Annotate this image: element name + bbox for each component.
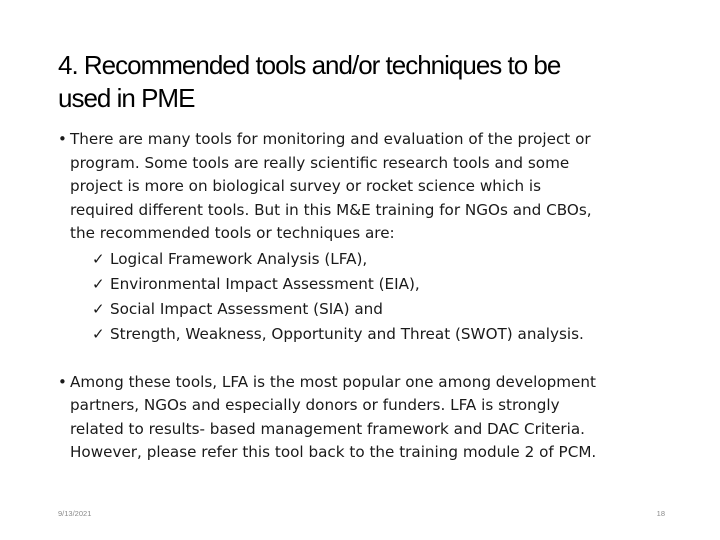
checkmark-icon: ✓ [92, 325, 105, 344]
tool-item [92, 322, 678, 347]
title-line: used in PME [58, 83, 195, 114]
bullet-paragraph-1 [58, 128, 678, 348]
checkmark-icon: ✓ [92, 300, 105, 319]
paragraph-line: project is more on biological survey or rocket science which is [70, 177, 542, 195]
tool-label: Environmental Impact Assessment (EIA), [110, 274, 420, 293]
bullet-icon: • [58, 130, 67, 148]
paragraph-line: required different tools. But in this M&E training for NGOs and CBOs, [70, 200, 592, 219]
title-line: 4. Recommended tools and/or techniques to be [58, 50, 561, 81]
paragraph-line: program. Some tools are really scientific research tools and some [70, 153, 570, 172]
checkmark-icon: ✓ [92, 249, 105, 268]
page-number: 18 [656, 509, 665, 518]
slide-title [58, 49, 678, 115]
bullet-icon: • [58, 372, 67, 391]
paragraph-line: related to results- based management framework and DAC Criteria. [70, 419, 586, 438]
tool-list [70, 247, 678, 348]
tool-label: Strength, Weakness, Opportunity and Threat (SWOT) analysis. [110, 325, 584, 344]
tool-item [92, 297, 678, 322]
spacer [58, 348, 678, 371]
paragraph-line: However, please refer this tool back to the training module 2 of PCM. [70, 443, 597, 462]
tool-label: Social Impact Assessment (SIA) and [110, 300, 383, 319]
bullet-paragraph-2 [58, 371, 678, 465]
paragraph-line: Among these tools, LFA is the most popular one among development [70, 372, 596, 391]
paragraph-line: There are many tools for monitoring and evaluation of the project or [70, 130, 591, 148]
tool-item [92, 272, 678, 297]
slide-body [58, 128, 678, 465]
paragraph-line: the recommended tools or techniques are: [70, 224, 395, 242]
checkmark-icon: ✓ [92, 274, 105, 293]
footer-date: 9/13/2021 [58, 509, 92, 518]
paragraph-line: partners, NGOs and especially donors or funders. LFA is strongly [70, 396, 560, 415]
tool-item [92, 247, 678, 272]
tool-label: Logical Framework Analysis (LFA), [110, 249, 368, 268]
